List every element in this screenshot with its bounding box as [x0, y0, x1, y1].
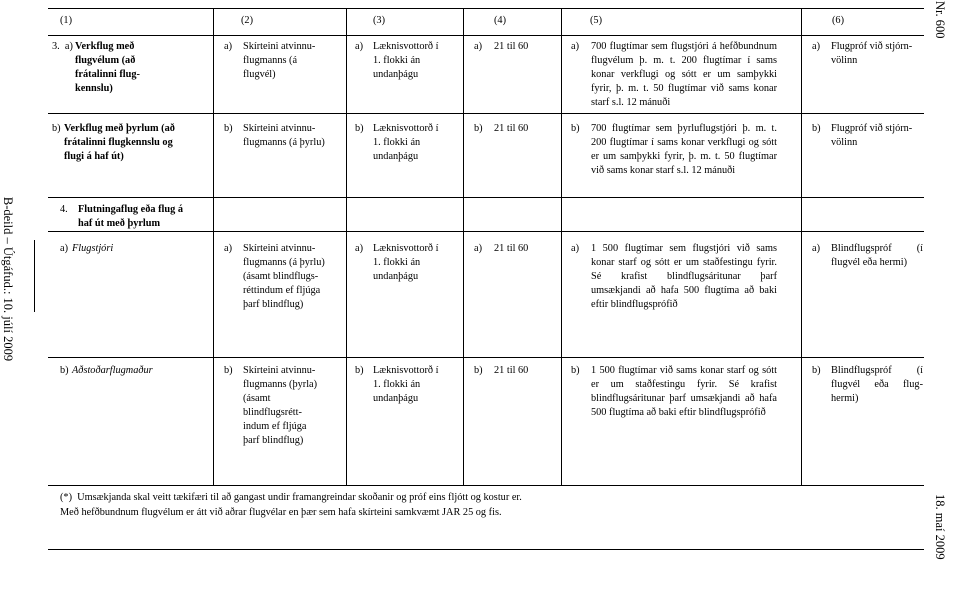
right-margin-top — [930, 1, 950, 64]
row5-c6-label: b) — [812, 365, 821, 376]
row2-test: Flugpróf við stjórn-völinn — [831, 123, 913, 148]
row1-experience: 700 flugtímar sem flugstjóri á hefðbundnum flugvélum þ. m. t. 200 flugtímar í sams konar verkflugi og sótt er um samþykki fyrir, þ. m. t. 50 flugtímar við sams konar starf s.l. 12 mánuði — [591, 41, 777, 108]
row4-experience: 1 500 flugtímar sem flugstjóri við sams konar starf og sótt er um staðfestingu fyrir. Sé krafist blindflugsáritunar þarf umsækjandi að hafa 500 flugtíma að baki eftir blindflugsprófið — [591, 243, 777, 310]
row3-activity: Flutningaflug eða flug á haf út með þyrlum — [78, 204, 183, 229]
row2-c5-label: b) — [571, 123, 580, 134]
row1-c5-label: a) — [571, 41, 579, 52]
row2-medical: Læknisvottorð í 1. flokki án undanþágu — [373, 123, 439, 162]
row4-test: Blindflugspróf (í flugvél eða hermi) — [831, 243, 923, 268]
row1-medical: Læknisvottorð í 1. flokki án undanþágu — [373, 41, 439, 80]
row5-c5-label: b) — [571, 365, 580, 376]
row4-licence: Skírteini atvinnu-flugmanns (á þyrlu) (ásamt blindflugs-réttindum ef fljúga þarf blindflug) — [243, 243, 325, 310]
col-rule-3 — [463, 8, 464, 485]
row5-c2-label: b) — [224, 365, 233, 376]
table-bottom-rule — [48, 485, 924, 486]
footnote-conventional-aircraft: Með hefðbundnum flugvélum er átt við aðrar flugvélar en þær sem hafa skírteini samkvæmt JAR 25 og fis. — [60, 507, 502, 518]
row-rule-4 — [48, 357, 924, 358]
row5-c3-label: b) — [355, 365, 364, 376]
left-margin-rule — [34, 240, 35, 312]
row5-c4-label: b) — [474, 365, 483, 376]
row4-role: Flugstjóri — [72, 243, 114, 254]
row1-activity: Verkflug með flugvélum (að frátalinni flug-kennslu) — [75, 41, 140, 94]
row3-num: 4. — [60, 204, 68, 215]
regulation-number: Nr. 600 — [933, 1, 947, 39]
row2-experience: 700 flugtímar sem þyrluflugstjóri þ. m. t. 200 flugtímar í sams konar verkflugi og sótt er um samþykki fyrir, þ. m. t. 50 flugtímar við sams konar starf s.l. 12 mánuði — [591, 123, 777, 176]
publication-info: B-deild – Útgáfud.: 10. júlí 2009 — [1, 196, 15, 362]
row1-c3-label: a) — [355, 41, 363, 52]
row4-c3-label: a) — [355, 243, 363, 254]
col-header-6: (6) — [832, 15, 845, 26]
row1-licence: Skírteini atvinnu-flugmanns (á flugvél) — [243, 41, 316, 80]
row4-c4-label: a) — [474, 243, 482, 254]
col-header-3: (3) — [373, 15, 386, 26]
row-rule-3 — [48, 231, 924, 232]
row4-age: 21 til 60 — [494, 243, 529, 254]
row1-num: 3. a) — [52, 41, 73, 52]
col-header-5: (5) — [590, 15, 603, 26]
row5-age: 21 til 60 — [494, 365, 529, 376]
row2-activity: Verkflug með þyrlum (að frátalinni flugkennslu og flugi á haf út) — [64, 123, 175, 162]
row4-c2-label: a) — [224, 243, 232, 254]
row1-age: 21 til 60 — [494, 41, 529, 52]
row2-c3-label: b) — [355, 123, 364, 134]
row5-num: b) — [60, 365, 69, 376]
row5-licence: Skírteini atvinnu-flugmanns (þyrla) (ásamt blindflugsrétt-indum ef fljúga þarf blindflug) — [243, 365, 318, 446]
row5-role: Aðstoðarflugmaður — [72, 365, 153, 376]
col-rule-4 — [561, 8, 562, 485]
col-rule-2 — [346, 8, 347, 485]
row1-c4-label: a) — [474, 41, 482, 52]
row2-c4-label: b) — [474, 123, 483, 134]
row5-experience: 1 500 flugtímar við sams konar starf og sótt er um staðfestingu fyrir. Sé krafist blindflugsáritunar þarf umsækjandi að hafa 500 flugtíma að baki eftir blindflugsprófið — [591, 365, 777, 418]
row1-c2-label: a) — [224, 41, 232, 52]
footnote-asterisk: (*) Umsækjanda skal veitt tækifæri til að gangast undir framangreindar skoðanir og próf eins fljótt og kostur er. — [60, 492, 522, 503]
col-header-4: (4) — [494, 15, 507, 26]
row2-licence: Skírteini atvinnu-flugmanns (á þyrlu) — [243, 123, 325, 148]
row5-test: Blindflugspróf (í flugvél eða flug-hermi) — [831, 365, 923, 404]
row1-c6-label: a) — [812, 41, 820, 52]
left-margin-label — [0, 190, 16, 370]
row4-medical: Læknisvottorð í 1. flokki án undanþágu — [373, 243, 439, 282]
col-header-2: (2) — [241, 15, 254, 26]
row-rule-1 — [48, 113, 924, 114]
row1-test: Flugpróf við stjórn-völinn — [831, 41, 913, 66]
row2-age: 21 til 60 — [494, 123, 529, 134]
row-rule-2 — [48, 197, 924, 198]
right-margin-bottom — [930, 495, 950, 575]
table-top-rule — [48, 8, 924, 9]
row4-c6-label: a) — [812, 243, 820, 254]
header-bottom-rule — [48, 35, 924, 36]
row2-num: b) — [52, 123, 61, 134]
row5-medical: Læknisvottorð í 1. flokki án undanþágu — [373, 365, 439, 404]
col-rule-5 — [801, 8, 802, 485]
row4-c5-label: a) — [571, 243, 579, 254]
page-bottom-rule — [48, 549, 924, 550]
row2-c6-label: b) — [812, 123, 821, 134]
regulation-date: 18. maí 2009 — [933, 494, 947, 560]
col-header-1: (1) — [60, 15, 73, 26]
row4-num: a) — [60, 243, 68, 254]
row2-c2-label: b) — [224, 123, 233, 134]
col-rule-1 — [213, 8, 214, 485]
